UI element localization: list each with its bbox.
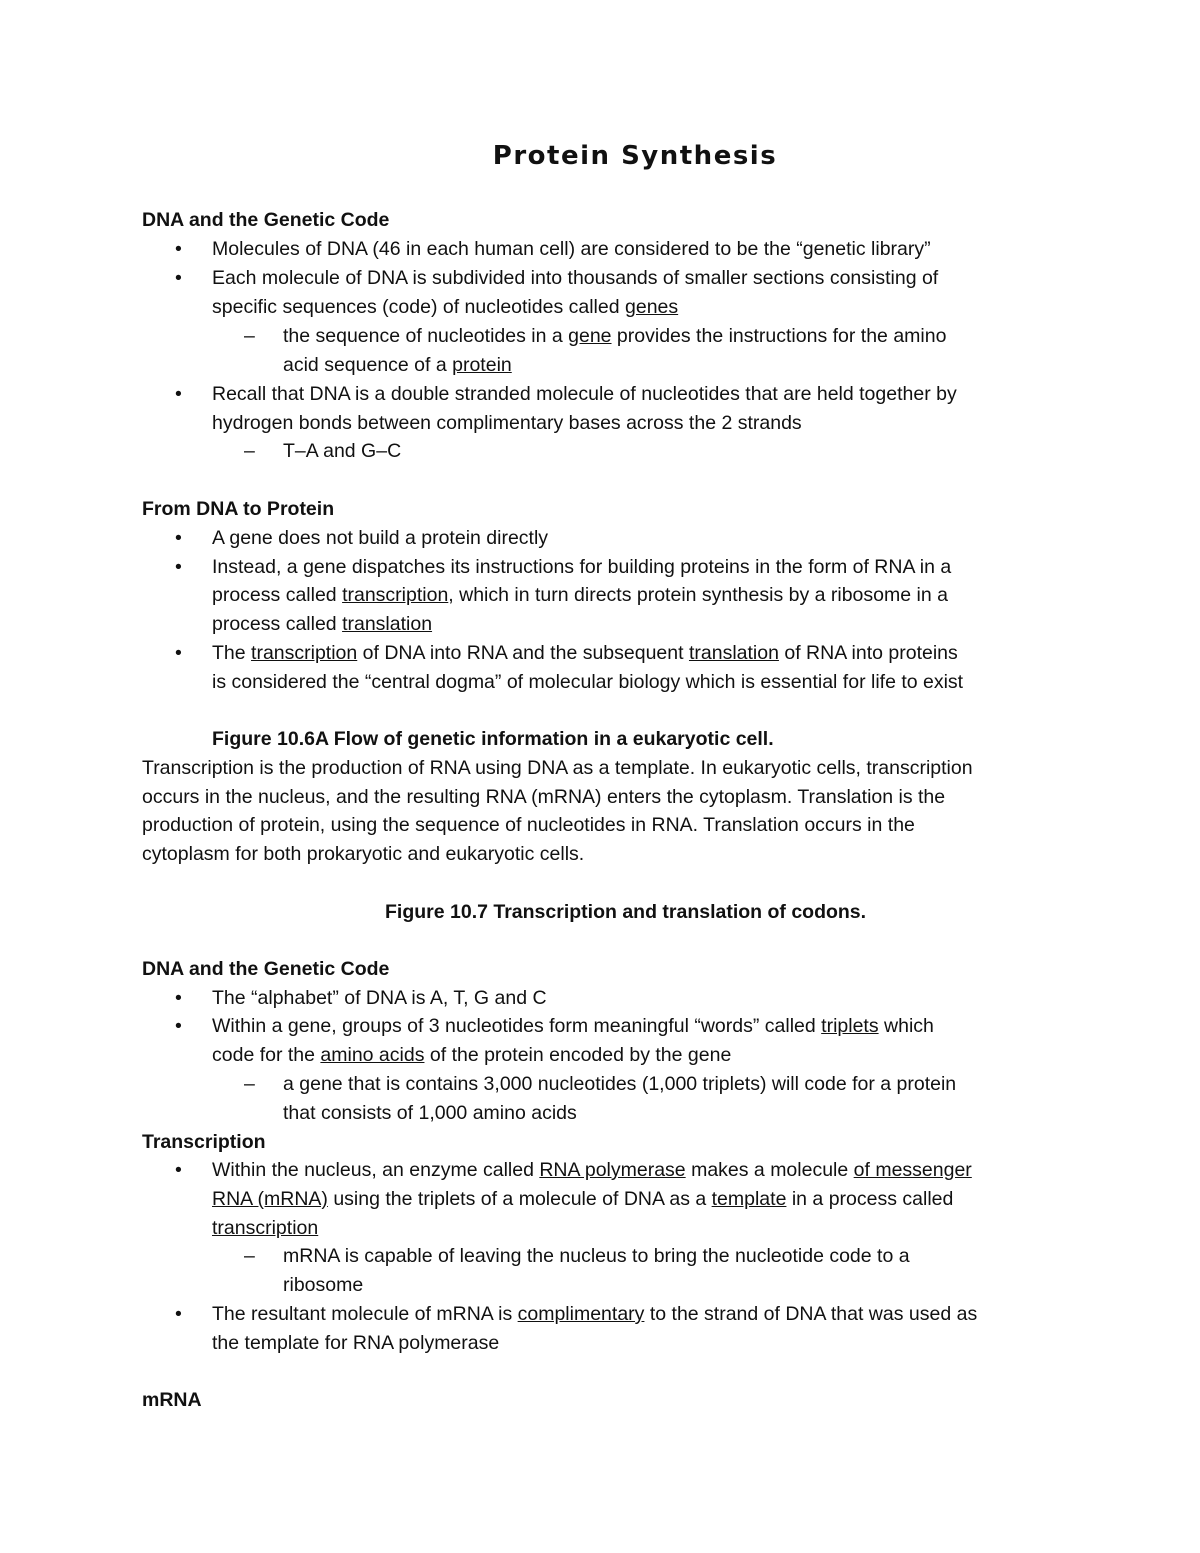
- bullet-icon: •: [175, 1303, 182, 1325]
- sub-bullet-text-continued: that consists of 1,000 amino acids: [283, 1102, 577, 1124]
- figure-caption-10-7: Figure 10.7 Transcription and translation of codons.: [385, 901, 867, 923]
- bullet-text: Within the nucleus, an enzyme called RNA polymerase makes a molecule of messenger: [212, 1159, 972, 1181]
- sub-bullet-text: T–A and G–C: [283, 440, 402, 462]
- bullet-icon: •: [175, 1015, 182, 1037]
- sub-bullet-text: the sequence of nucleotides in a gene provides the instructions for the amino: [283, 325, 947, 347]
- figure-description: cytoplasm for both prokaryotic and eukaryotic cells.: [142, 843, 585, 865]
- figure-description: occurs in the nucleus, and the resulting RNA (mRNA) enters the cytoplasm. Translation is the: [142, 786, 946, 808]
- dash-icon: –: [244, 1073, 255, 1095]
- bullet-text: Instead, a gene dispatches its instructions for building proteins in the form of RNA in a: [212, 556, 952, 578]
- underlined-term: RNA (mRNA): [212, 1188, 328, 1210]
- underlined-term: genes: [625, 296, 679, 318]
- bullet-text: The “alphabet” of DNA is A, T, G and C: [212, 987, 547, 1009]
- sub-bullet-text-continued: acid sequence of a protein: [283, 354, 512, 376]
- bullet-text-continued: the template for RNA polymerase: [212, 1332, 500, 1354]
- bullet-icon: •: [175, 987, 182, 1009]
- underlined-term: transcription: [251, 642, 358, 664]
- figure-description: production of protein, using the sequence of nucleotides in RNA. Translation occurs in the: [142, 814, 915, 836]
- dash-icon: –: [244, 1245, 255, 1267]
- underlined-term: translation: [688, 642, 779, 664]
- bullet-icon: •: [175, 556, 182, 578]
- bullet-text: Recall that DNA is a double stranded molecule of nucleotides that are held together by: [212, 383, 957, 405]
- section-heading-dna-to-protein: From DNA to Protein: [142, 498, 335, 520]
- underlined-term: amino acids: [320, 1044, 425, 1066]
- bullet-text-continued: code for the amino acids of the protein encoded by the gene: [212, 1044, 732, 1066]
- bullet-text: Each molecule of DNA is subdivided into thousands of smaller sections consisting of: [212, 267, 939, 289]
- sub-bullet-text: mRNA is capable of leaving the nucleus to bring the nucleotide code to a: [283, 1245, 910, 1267]
- sub-bullet-text: a gene that is contains 3,000 nucleotides (1,000 triplets) will code for a protein: [283, 1073, 957, 1095]
- bullet-text-continued: process called translation: [212, 613, 433, 635]
- figure-caption-10-6a: Figure 10.6A Flow of genetic information in a eukaryotic cell.: [212, 728, 774, 750]
- bullet-text: Molecules of DNA (46 in each human cell) are considered to be the “genetic library”: [212, 238, 931, 260]
- bullet-text-continued: RNA (mRNA) using the triplets of a molecule of DNA as a template in a process called: [212, 1188, 954, 1210]
- dash-icon: –: [244, 325, 255, 347]
- bullet-text: A gene does not build a protein directly: [212, 527, 549, 549]
- page-title: Protein Synthesis: [492, 141, 778, 171]
- underlined-term: triplets: [821, 1015, 879, 1037]
- bullet-icon: •: [175, 527, 182, 549]
- underlined-term: transcription: [342, 584, 449, 606]
- bullet-icon: •: [175, 383, 182, 405]
- bullet-text: The transcription of DNA into RNA and the subsequent translation of RNA into proteins: [212, 642, 958, 664]
- bullet-text-continued: process called transcription, which in turn directs protein synthesis by a ribosome in a: [212, 584, 948, 606]
- underlined-term: protein: [452, 354, 512, 376]
- section-heading-transcription: Transcription: [142, 1131, 266, 1153]
- underlined-term: transcription: [212, 1217, 319, 1239]
- section-heading-dna-genetic-code-2: DNA and the Genetic Code: [142, 958, 390, 980]
- bullet-text: Within a gene, groups of 3 nucleotides form meaningful “words” called triplets which: [212, 1015, 934, 1037]
- bullet-text: The resultant molecule of mRNA is complimentary to the strand of DNA that was used as: [212, 1303, 978, 1325]
- sub-bullet-text-continued: ribosome: [283, 1274, 364, 1296]
- figure-description: Transcription is the production of RNA using DNA as a template. In eukaryotic cells, transcription: [142, 757, 973, 779]
- underlined-term: template: [711, 1188, 787, 1210]
- bullet-icon: •: [175, 267, 182, 289]
- underlined-term: of messenger: [853, 1159, 972, 1181]
- bullet-icon: •: [175, 238, 182, 260]
- underlined-term: complimentary: [517, 1303, 645, 1325]
- bullet-text-continued: is considered the “central dogma” of molecular biology which is essential for life to exist: [212, 671, 964, 693]
- underlined-term: RNA polymerase: [539, 1159, 686, 1181]
- underlined-term: translation: [342, 613, 433, 635]
- section-heading-dna-genetic-code: DNA and the Genetic Code: [142, 209, 390, 231]
- bullet-text-continued: [212, 1214, 318, 1243]
- section-heading-mrna: mRNA: [142, 1389, 202, 1411]
- bullet-icon: •: [175, 1159, 182, 1181]
- bullet-text-continued: hydrogen bonds between complimentary bases across the 2 strands: [212, 412, 802, 434]
- dash-icon: –: [244, 440, 255, 462]
- bullet-text-continued: specific sequences (code) of nucleotides called genes: [212, 296, 679, 318]
- underlined-term: gene: [568, 325, 612, 347]
- bullet-icon: •: [175, 642, 182, 664]
